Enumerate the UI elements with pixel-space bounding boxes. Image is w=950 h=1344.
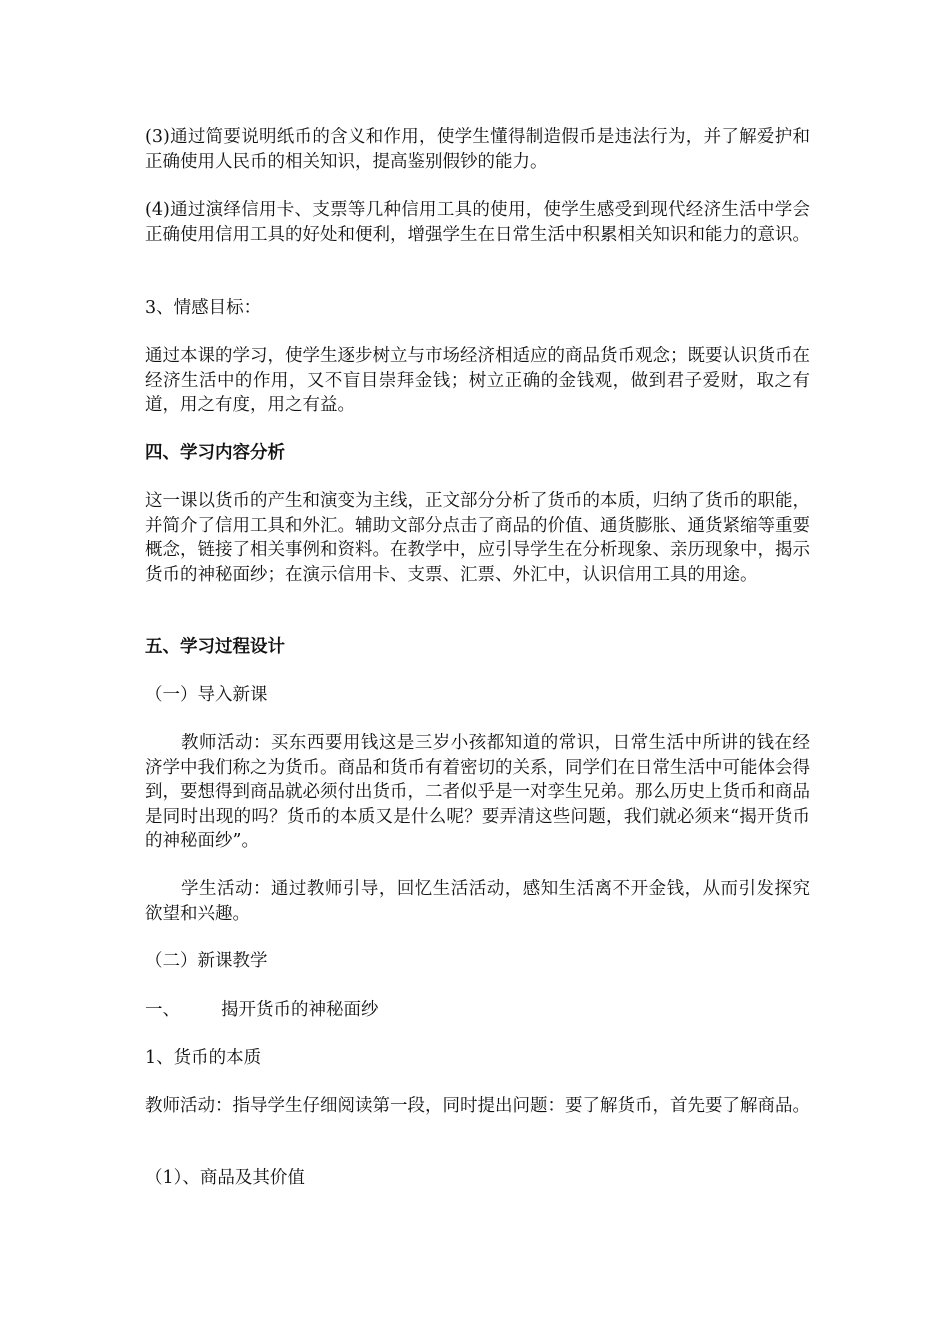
heading-emotional-goals: 3、情感目标： — [145, 298, 262, 318]
paragraph-objective-4: (4)通过演绎信用卡、支票等几种信用工具的使用，使学生感受到现代经济生活中学会正确使用信用工具的好处和便利，增强学生在日常生活中积累相关知识和能力的意识。 — [145, 200, 810, 245]
subheading-introduction: （一）导入新课 — [145, 685, 268, 705]
paragraph-objective-3: (3)通过简要说明纸币的含义和作用，使学生懂得制造假币是违法行为，并了解爱护和正确使用人民币的相关知识，提高鉴别假钞的能力。 — [145, 127, 810, 172]
section-heading-process-design: 五、学习过程设计 — [145, 637, 285, 657]
numbered-heading-unveil — [145, 998, 810, 1023]
heading-nature-of-money: 1、货币的本质 — [145, 1048, 262, 1068]
numbered-heading-text: 揭开货币的神秘面纱 — [221, 1000, 379, 1020]
numbered-heading-label: 一、 — [145, 1000, 180, 1020]
subheading-new-lesson: （二）新课教学 — [145, 951, 268, 971]
paragraph-student-activity: 学生活动：通过教师引导，回忆生活活动，感知生活离不开金钱，从而引发探究欲望和兴趣。 — [145, 879, 810, 924]
paragraph-teacher-activity-reading: 教师活动：指导学生仔细阅读第一段，同时提出问题：要了解货币，首先要了解商品。 — [145, 1096, 810, 1116]
paragraph-teacher-activity-intro: 教师活动：买东西要用钱这是三岁小孩都知道的常识，日常生活中所讲的钱在经济学中我们称之为货币。商品和货币有着密切的关系，同学们在日常生活中可能体会得到，要想得到商品就必须付出货币，二者似乎是一对孪生兄弟。那么历史上货币和商品是同时出现的吗？货币的本质又是什么呢？要弄清这些问题，我们就必须来“揭开货币的神秘面纱”。 — [145, 733, 810, 851]
section-heading-content-analysis: 四、学习内容分析 — [145, 443, 285, 463]
subheading-commodity-value: （1）、商品及其价值 — [145, 1168, 305, 1188]
paragraph-content-analysis: 这一课以货币的产生和演变为主线，正文部分分析了货币的本质，归纳了货币的职能，并简介了信用工具和外汇。辅助文部分点击了商品的价值、通货膨胀、通货紧缩等重要概念，链接了相关事例和资料。在教学中，应引导学生在分析现象、亲历现象中，揭示货币的神秘面纱；在演示信用卡、支票、汇票、外汇中，认识信用工具的用途。 — [145, 491, 810, 585]
paragraph-emotional-goals: 通过本课的学习，使学生逐步树立与市场经济相适应的商品货币观念；既要认识货币在经济生活中的作用，又不盲目崇拜金钱；树立正确的金钱观，做到君子爱财，取之有道，用之有度，用之有益。 — [145, 346, 810, 415]
